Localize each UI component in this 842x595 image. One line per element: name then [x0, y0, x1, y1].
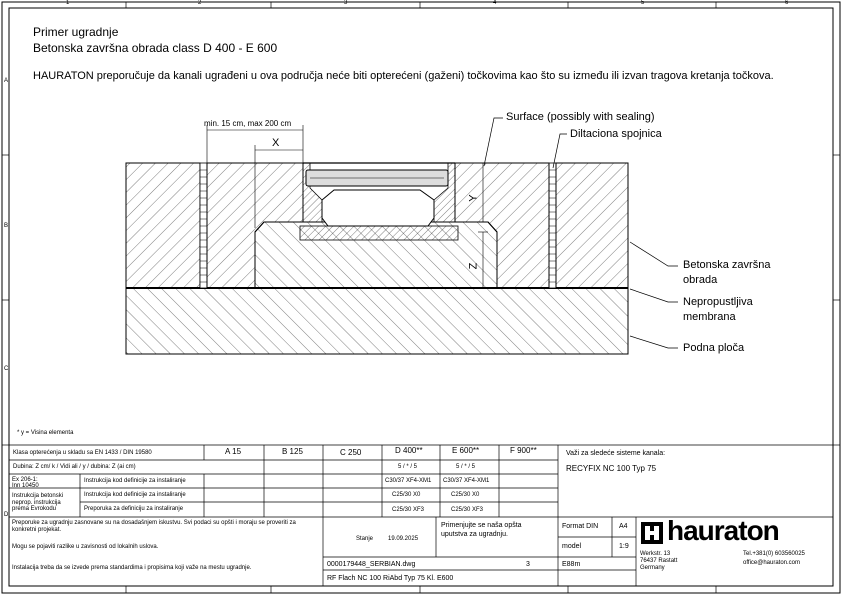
- instructions-1: Primenjujte se naša opšta: [441, 522, 522, 529]
- channel-base: [300, 226, 458, 240]
- product-name: RF Flach NC 100 RiAbd Typ 75 Kl. E600: [327, 575, 454, 582]
- class-a15: A 15: [225, 447, 242, 456]
- dimension-x: X: [272, 137, 280, 149]
- instructions-2: uputstva za ugradnju.: [441, 531, 508, 538]
- dimension-y: Y: [467, 194, 480, 202]
- channel-inner: [322, 190, 434, 226]
- dimension-min-max: min. 15 cm, max 200 cm: [204, 119, 292, 128]
- model-value: 1:9: [619, 543, 629, 550]
- title-line-1: Primer ugradnje: [33, 25, 119, 39]
- table-header-left: Klasa opterećenja u skladu sa EN 1433 / DIN 19580: [13, 450, 152, 456]
- row3-left-b: Inn 10450: [12, 483, 39, 489]
- bottom-note-1: Preporuke za ugradnju zasnovane su na dosadašnjem iskustvu. Svi podaci su opšti i moraju se proveriti za konkretni projekat.: [12, 520, 296, 533]
- code: E88m: [562, 561, 581, 568]
- class-f900: F 900**: [510, 446, 537, 455]
- row3-d400: C30/37 XF4-XM1: [385, 478, 432, 484]
- row3-right: Instrukcija kod definicije za instaliranje: [84, 478, 186, 484]
- format-value: A4: [619, 523, 628, 530]
- bottom-note-2: Mogu se pojaviti razlike u zavisnosti od lokalnih uslova.: [12, 544, 159, 550]
- row3-e600: C30/37 XF4-XM1: [443, 478, 490, 484]
- address-1: Werkstr. 13: [640, 551, 671, 557]
- concrete-right: [556, 163, 628, 288]
- bottom-note-3: Instalacija treba da se izvede prema standardima i propisima koji važe na mestu ugradnje.: [12, 565, 252, 571]
- floor-slab: [126, 288, 628, 354]
- title-line-2: Betonska završna obrada class D 400 - E 600: [33, 41, 278, 55]
- label-surface: Surface (possibly with sealing): [506, 111, 655, 123]
- row-label-a: A: [4, 78, 9, 84]
- col-label-2: 2: [198, 0, 202, 6]
- address-2: 76437 Rastatt: [640, 558, 678, 564]
- concrete-left: [126, 163, 200, 288]
- label-concrete-1: Betonska završna: [683, 259, 771, 271]
- label-membrane-1: Nepropustljiva: [683, 296, 753, 308]
- row-label-c: C: [4, 366, 9, 372]
- col-label-6: 6: [785, 0, 789, 6]
- row5-right: Preporuka za definiciju za instaliranje: [84, 506, 184, 512]
- footnote: * y = Visina elementa: [17, 430, 74, 436]
- system-value: RECYFIX NC 100 Typ 75: [566, 464, 657, 473]
- class-b125: B 125: [282, 447, 303, 456]
- address-3: Germany: [640, 565, 665, 571]
- row4-d400: C25/30 X0: [392, 492, 421, 498]
- file-number: 3: [526, 561, 530, 568]
- col-label-3: 3: [344, 0, 348, 6]
- model-label: model: [562, 543, 582, 550]
- email: office@hauraton.com: [743, 560, 801, 566]
- joint-left: [200, 163, 207, 288]
- label-membrane-2: membrana: [683, 311, 736, 323]
- intro-text: HAURATON preporučuje da kanali ugrađeni u ova područja neće biti opterećeni (gaženi) točkovima kao što su između ili izvan tragova kretanja točkova.: [33, 70, 774, 82]
- row4-e600: C25/30 X0: [451, 492, 480, 498]
- row4-left: Instrukcija betonski neprop. instrukcija prema Evrokodu: [12, 493, 64, 513]
- dimension-z: Z: [467, 262, 480, 270]
- row-label-b: B: [4, 223, 9, 229]
- row4-right: Instrukcija kod definicije za instaliranje: [84, 492, 186, 498]
- row3-left-a: Ex 206-1:: [12, 477, 38, 483]
- row2-d400: 5 / * / 5: [398, 464, 418, 470]
- class-d400: D 400**: [395, 446, 423, 455]
- row2-label: Dubina: Z cm/ k / Vidi ali / y / dubina: Z (ai cm): [13, 464, 136, 470]
- label-concrete-2: obrada: [683, 274, 718, 286]
- row5-e600: C25/30 XF3: [451, 507, 484, 513]
- label-joint: Diltaciona spojnica: [570, 128, 662, 140]
- col-label-4: 4: [493, 0, 497, 6]
- row-label-d: D: [4, 512, 9, 518]
- phone: Tel.+381(0) 603560025: [743, 551, 805, 557]
- col-label-5: 5: [641, 0, 645, 6]
- row5-d400: C25/30 XF3: [392, 507, 425, 513]
- system-label: Važi za sledeće sisteme kanala:: [566, 450, 666, 457]
- class-c250: C 250: [340, 448, 362, 457]
- stand-date: 19.09.2025: [388, 536, 419, 542]
- hauraton-logo-mark: [641, 522, 663, 544]
- col-label-1: 1: [66, 0, 70, 6]
- row2-e600: 5 / * / 5: [456, 464, 476, 470]
- joint-right: [549, 163, 556, 288]
- file-name: 0000179448_SERBIAN.dwg: [327, 561, 416, 568]
- company-name: hauraton: [667, 515, 779, 546]
- class-e600: E 600**: [452, 446, 480, 455]
- label-slab: Podna ploča: [683, 342, 745, 354]
- stand-label: Stanje: [356, 536, 374, 542]
- format-label: Format DIN: [562, 523, 599, 530]
